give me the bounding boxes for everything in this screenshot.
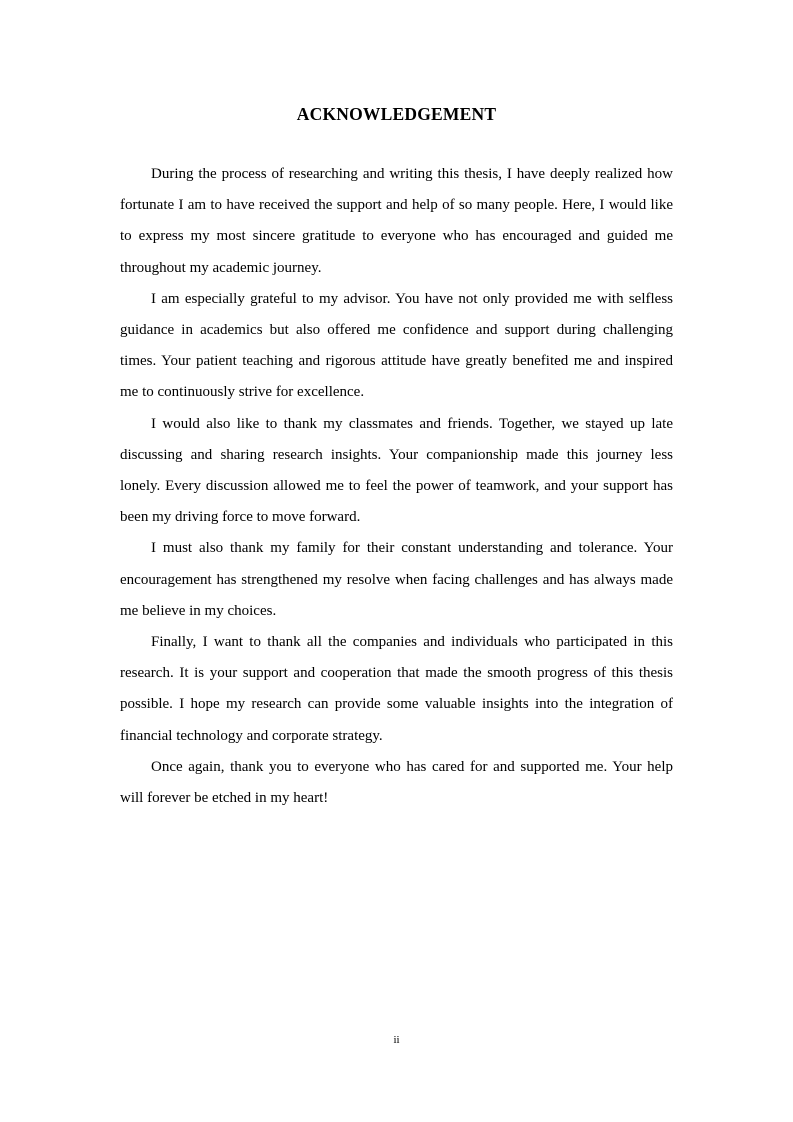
paragraph-6: Once again, thank you to everyone who has cared for and supported me. Your help will forever be etched in my heart! bbox=[120, 758, 673, 807]
paragraph-5: Finally, I want to thank all the companies and individuals who participated in this research. It is your support and cooperation that made the smooth progress of this thesis possible. I hope my research can provide some valuable insights into the integration of financial technology and corporate strategy. bbox=[120, 634, 673, 744]
page-number: ii bbox=[393, 1034, 400, 1046]
paragraph-2: I am especially grateful to my advisor. You have not only provided me with selfless guidance in academics but also offered me confidence and support during challenging times. Your patient teaching and rigorous attitude have greatly benefited me and inspired me to continuously strive for excellence. bbox=[120, 290, 673, 401]
paragraph-4: I must also thank my family for their constant understanding and tolerance. Your encouragement has strengthened my resolve when facing challenges and has always made me believe in my choices. bbox=[120, 540, 673, 619]
paragraph-3: I would also like to thank my classmates and friends. Together, we stayed up late discussing and sharing research insights. Your companionship made this journey less lonely. Every discussion allowed me to feel the power of teamwork, and your support has been my driving force to move forward. bbox=[120, 415, 673, 526]
paragraph-1: During the process of researching and writing this thesis, I have deeply realized how fortunate I am to have received the support and help of so many people. Here, I would like to express my most sincere gratitude to everyone who has encouraged and guided me throughout my academic journey. bbox=[120, 166, 673, 276]
acknowledgement-body bbox=[120, 159, 673, 814]
page-title: ACKNOWLEDGEMENT bbox=[296, 104, 497, 124]
